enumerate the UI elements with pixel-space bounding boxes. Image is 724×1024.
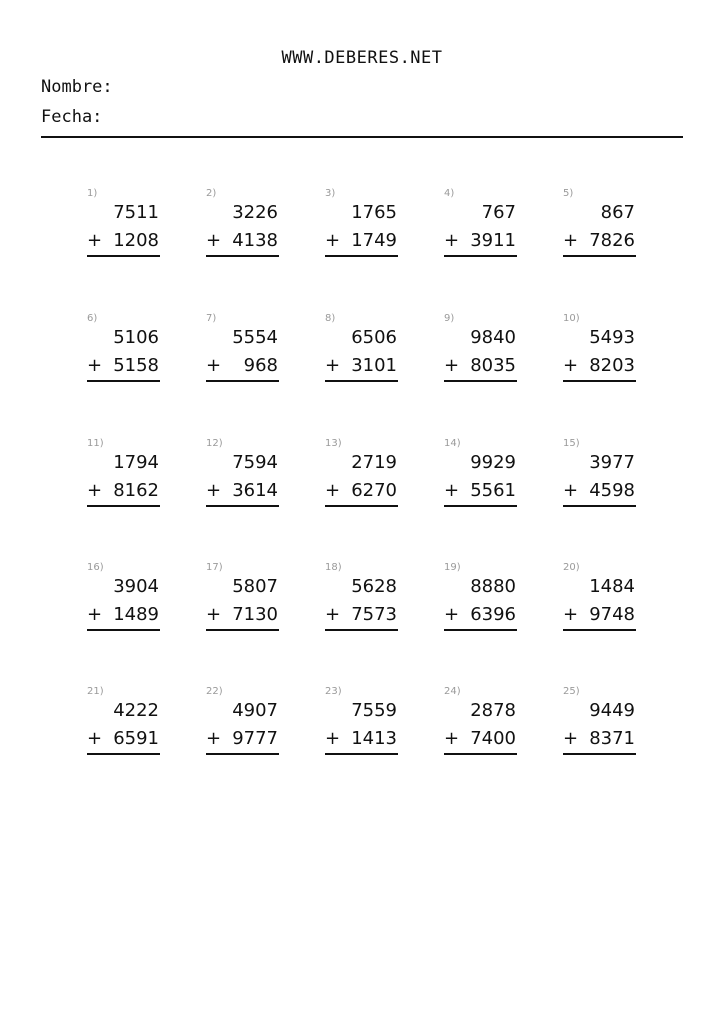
plus-operator: +	[444, 480, 460, 501]
sum-line	[563, 753, 636, 755]
plus-operator: +	[206, 480, 222, 501]
plus-operator: +	[563, 230, 579, 251]
problem-number: 3)	[325, 188, 336, 199]
plus-operator: +	[87, 728, 103, 749]
first-addend: 7511	[113, 202, 159, 223]
addition-problem	[325, 562, 399, 632]
addition-problem	[325, 313, 399, 383]
first-addend: 3977	[589, 452, 635, 473]
problem-number: 19)	[444, 562, 461, 573]
first-addend: 767	[481, 202, 516, 223]
second-addend: 1749	[351, 230, 397, 251]
first-addend: 867	[600, 202, 635, 223]
first-addend: 3904	[113, 576, 159, 597]
plus-operator: +	[563, 728, 579, 749]
first-addend: 2878	[470, 700, 516, 721]
date-field-label: Fecha:	[41, 107, 103, 127]
sum-line	[325, 505, 398, 507]
sum-line	[563, 255, 636, 257]
second-addend: 5158	[113, 355, 159, 376]
second-addend: 6591	[113, 728, 159, 749]
plus-operator: +	[563, 604, 579, 625]
problem-number: 11)	[87, 438, 104, 449]
sum-line	[87, 380, 160, 382]
addition-problem	[563, 188, 637, 258]
problem-number: 21)	[87, 686, 104, 697]
first-addend: 1484	[589, 576, 635, 597]
plus-operator: +	[206, 355, 222, 376]
problem-number: 8)	[325, 313, 336, 324]
problem-number: 2)	[206, 188, 217, 199]
plus-operator: +	[444, 355, 460, 376]
first-addend: 8880	[470, 576, 516, 597]
problem-number: 1)	[87, 188, 98, 199]
plus-operator: +	[325, 355, 341, 376]
problem-number: 5)	[563, 188, 574, 199]
problem-number: 15)	[563, 438, 580, 449]
addition-problem	[87, 313, 161, 383]
problem-number: 16)	[87, 562, 104, 573]
problem-number: 13)	[325, 438, 342, 449]
plus-operator: +	[325, 480, 341, 501]
addition-problem	[444, 313, 518, 383]
addition-problem	[444, 438, 518, 508]
first-addend: 5807	[232, 576, 278, 597]
second-addend: 8371	[589, 728, 635, 749]
sum-line	[563, 629, 636, 631]
sum-line	[87, 255, 160, 257]
plus-operator: +	[87, 230, 103, 251]
second-addend: 1489	[113, 604, 159, 625]
second-addend: 3614	[232, 480, 278, 501]
second-addend: 968	[243, 355, 278, 376]
sum-line	[206, 255, 279, 257]
plus-operator: +	[444, 728, 460, 749]
plus-operator: +	[87, 604, 103, 625]
first-addend: 7594	[232, 452, 278, 473]
second-addend: 4138	[232, 230, 278, 251]
first-addend: 2719	[351, 452, 397, 473]
sum-line	[444, 753, 517, 755]
problem-number: 25)	[563, 686, 580, 697]
sum-line	[206, 753, 279, 755]
second-addend: 1413	[351, 728, 397, 749]
plus-operator: +	[563, 355, 579, 376]
sum-line	[206, 380, 279, 382]
second-addend: 6270	[351, 480, 397, 501]
second-addend: 7826	[589, 230, 635, 251]
problem-number: 7)	[206, 313, 217, 324]
second-addend: 7573	[351, 604, 397, 625]
problem-number: 23)	[325, 686, 342, 697]
addition-problem	[444, 188, 518, 258]
plus-operator: +	[87, 355, 103, 376]
sum-line	[87, 505, 160, 507]
plus-operator: +	[444, 604, 460, 625]
addition-problem	[563, 686, 637, 756]
problem-number: 4)	[444, 188, 455, 199]
plus-operator: +	[206, 604, 222, 625]
addition-problem	[444, 562, 518, 632]
sum-line	[206, 629, 279, 631]
addition-problem	[206, 562, 280, 632]
plus-operator: +	[563, 480, 579, 501]
sum-line	[325, 629, 398, 631]
first-addend: 9449	[589, 700, 635, 721]
first-addend: 7559	[351, 700, 397, 721]
plus-operator: +	[206, 230, 222, 251]
problem-number: 10)	[563, 313, 580, 324]
first-addend: 4222	[113, 700, 159, 721]
sum-line	[87, 753, 160, 755]
second-addend: 6396	[470, 604, 516, 625]
sum-line	[563, 505, 636, 507]
problem-number: 9)	[444, 313, 455, 324]
problem-number: 20)	[563, 562, 580, 573]
second-addend: 9777	[232, 728, 278, 749]
addition-problem	[563, 562, 637, 632]
problem-number: 6)	[87, 313, 98, 324]
second-addend: 7130	[232, 604, 278, 625]
sum-line	[325, 255, 398, 257]
problem-number: 14)	[444, 438, 461, 449]
second-addend: 4598	[589, 480, 635, 501]
addition-problem	[206, 438, 280, 508]
second-addend: 1208	[113, 230, 159, 251]
first-addend: 5106	[113, 327, 159, 348]
second-addend: 3911	[470, 230, 516, 251]
problem-number: 17)	[206, 562, 223, 573]
sum-line	[325, 753, 398, 755]
addition-problem	[444, 686, 518, 756]
first-addend: 1794	[113, 452, 159, 473]
site-title: WWW.DEBERES.NET	[281, 48, 443, 68]
plus-operator: +	[444, 230, 460, 251]
first-addend: 4907	[232, 700, 278, 721]
addition-problem	[206, 188, 280, 258]
addition-problem	[206, 313, 280, 383]
second-addend: 3101	[351, 355, 397, 376]
sum-line	[206, 505, 279, 507]
addition-problem	[325, 438, 399, 508]
first-addend: 5554	[232, 327, 278, 348]
sum-line	[563, 380, 636, 382]
addition-problem	[87, 562, 161, 632]
first-addend: 1765	[351, 202, 397, 223]
addition-problem	[563, 313, 637, 383]
second-addend: 5561	[470, 480, 516, 501]
problem-number: 22)	[206, 686, 223, 697]
plus-operator: +	[325, 604, 341, 625]
plus-operator: +	[206, 728, 222, 749]
problem-number: 12)	[206, 438, 223, 449]
second-addend: 8162	[113, 480, 159, 501]
sum-line	[444, 505, 517, 507]
sum-line	[444, 255, 517, 257]
first-addend: 6506	[351, 327, 397, 348]
addition-problem	[87, 686, 161, 756]
first-addend: 9929	[470, 452, 516, 473]
first-addend: 3226	[232, 202, 278, 223]
first-addend: 9840	[470, 327, 516, 348]
sum-line	[444, 629, 517, 631]
sum-line	[87, 629, 160, 631]
plus-operator: +	[325, 230, 341, 251]
first-addend: 5493	[589, 327, 635, 348]
addition-problem	[87, 188, 161, 258]
second-addend: 8035	[470, 355, 516, 376]
problem-number: 18)	[325, 562, 342, 573]
addition-problem	[206, 686, 280, 756]
second-addend: 7400	[470, 728, 516, 749]
second-addend: 9748	[589, 604, 635, 625]
addition-problem	[563, 438, 637, 508]
name-field-label: Nombre:	[41, 77, 113, 97]
problem-number: 24)	[444, 686, 461, 697]
addition-problem	[325, 686, 399, 756]
addition-problem	[325, 188, 399, 258]
first-addend: 5628	[351, 576, 397, 597]
sum-line	[444, 380, 517, 382]
addition-problem	[87, 438, 161, 508]
second-addend: 8203	[589, 355, 635, 376]
sum-line	[325, 380, 398, 382]
plus-operator: +	[87, 480, 103, 501]
plus-operator: +	[325, 728, 341, 749]
